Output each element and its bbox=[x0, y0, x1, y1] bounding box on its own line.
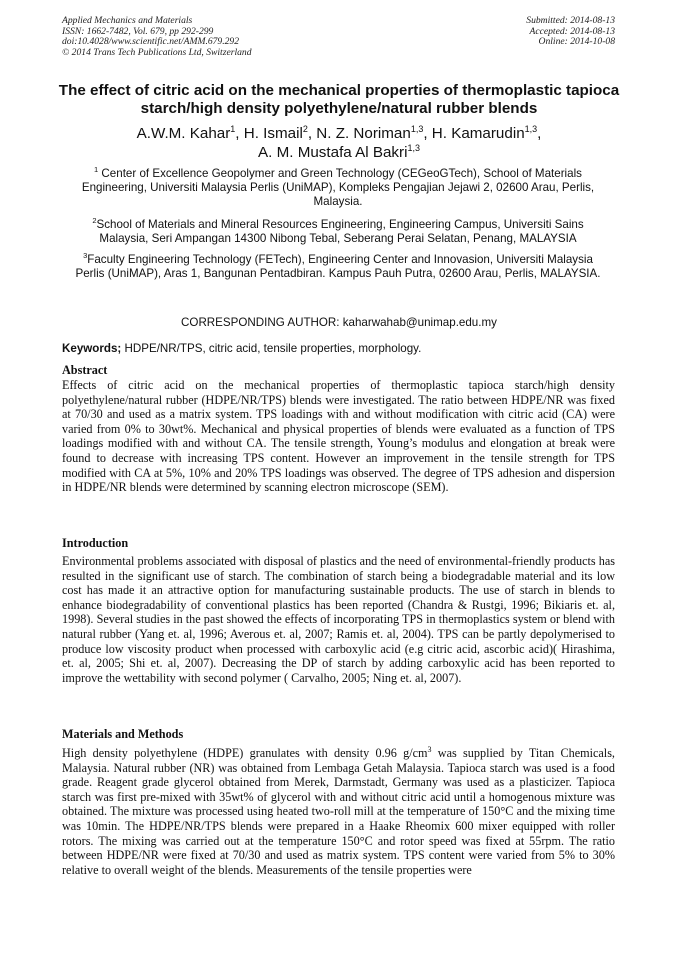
introduction-text: Environmental problems associated with disposal of plastics and the need of environmental-friendly products has resulted in the significant use of starch. The combination of starch being a biodegradable material and its low cost has made it an attractive option for manufacturing sustainable products. The use of starch in blends to enhance biodegradability of conventional plastics has been reported (Chandra & Rustgi, 1996; Bikiaris et. al, 1998). Several studies in the past showed the effects of incorporating TPS in thermoplastics system or blend with natural rubber (Yang et. al, 1996; Averous et. al, 2007; Ramis et. al, 2004). TPS can be partly depolymerised to produce low viscosity product when processed with carboxylic acid (e.g citric acid, ascorbic acid)( Hirashima, et. al, 2005; Shi et. al, 2007). Decreasing the DP of starch by adding carboxylic acid has been reported to improve the wettability with second polymer ( Carvalho, 2005; Ning et. al, 2007). bbox=[62, 554, 615, 685]
abstract-heading: Abstract bbox=[62, 363, 108, 377]
author-name: A.W.M. Kahar bbox=[136, 125, 231, 142]
copyright-line: © 2014 Trans Tech Publications Ltd, Switzerland bbox=[62, 46, 252, 58]
author-affiliation-mark: 1 bbox=[230, 123, 236, 134]
doi-line: doi:10.4028/www.scientific.net/AMM.679.292 bbox=[62, 36, 240, 48]
abstract-text: Effects of citric acid on the mechanical properties of thermoplastic tapioca starch/high density polyethylene/natural rubber (HDPE/NR/TPS) blends were investigated. The ratio between HDPE/NR was fixed at 70/30 and used as a matrix system. TPS loadings with and without modification with citric acid (CA) were varied from 0% to 30wt%. Mechanical and physical properties of blends were evaluated as a function of TPS loadings modified with and without CA. The tensile strength, Young’s modulus and elongation at break were found to decrease with increasing TPS content. However an improvement in the tensile strength for TPS modified with CA at 5%, 10% and 20% TPS loadings was observed. The degree of TPS adhesion and dispersion in HDPE/NR blends were determined by scanning electron microscope (SEM). bbox=[62, 378, 615, 495]
submitted-date: Submitted: 2014-08-13 bbox=[526, 15, 615, 26]
author-affiliation-mark: 1,3 bbox=[410, 123, 424, 134]
submission-dates bbox=[526, 16, 615, 48]
corresponding-author: CORRESPONDING AUTHOR: kaharwahab@unimap.edu.my bbox=[181, 316, 497, 329]
author-affiliation-mark: 1,3 bbox=[524, 123, 538, 134]
author-name: A. M. Mustafa Al Bakri bbox=[258, 144, 408, 161]
author-name: N. Z. Noriman bbox=[316, 125, 411, 142]
keywords bbox=[62, 342, 421, 356]
introduction-heading: Introduction bbox=[62, 536, 129, 550]
author-affiliation-mark: 2 bbox=[302, 123, 308, 134]
affiliation-3: $^3$Faculty Engineering Technology (FETech), Engineering Center and Innovasion, Universiti Malaysia Perlis (UniMAP), Aras 1, Bangunan Pentadbiran. Kampus Pauh Putra, 02600 Arau, Perlis, MALAYSIA. bbox=[75, 251, 601, 281]
author-affiliation-mark: 1,3 bbox=[407, 142, 420, 153]
online-date: Online: 2014-10-08 bbox=[538, 36, 615, 48]
methods-heading: Materials and Methods bbox=[62, 727, 184, 741]
paper-title: The effect of citric acid on the mechanical properties of thermoplastic tapioca starch/high density polyethylene/natural rubber blends bbox=[58, 82, 620, 117]
accepted-date: Accepted: 2014-08-13 bbox=[529, 25, 615, 37]
affiliation-2: $^2$School of Materials and Mineral Resources Engineering, Engineering Campus, Universiti Sains Malaysia, Seri Ampangan 14300 Nibong Tebal, Seberang Perai Selatan, Penang, MALAYSIA bbox=[92, 216, 584, 246]
keywords-label: Keywords; bbox=[62, 342, 122, 355]
author-name: H. Kamarudin bbox=[431, 125, 525, 142]
journal-name: Applied Mechanics and Materials bbox=[62, 15, 193, 26]
affiliation-1: $^1$ Center of Excellence Geopolymer and Green Technology (CEGeoGTech), School of Materials Engineering, Universiti Malaysia Perlis (UniMAP), Kompleks Pengajian Jejawi 2, 02600 Arau, Perlis, Malaysia. bbox=[81, 165, 595, 209]
keywords-text: HDPE/NR/TPS, citric acid, tensile properties, morphology. bbox=[121, 342, 422, 355]
author-name: H. Ismail bbox=[243, 125, 303, 142]
issn-line: ISSN: 1662-7482, Vol. 679, pp 292-299 bbox=[62, 25, 214, 37]
author-list: A.W.M. Kahar$^1$, H. Ismail$^2$, N. Z. Noriman$^{1,3}$, H. Kamarudin$^{1,3}$, A. M. Mustafa Al Bakri$^{1,3}$ bbox=[136, 123, 542, 161]
journal-info bbox=[62, 16, 252, 58]
methods-text: High density polyethylene (HDPE) granulates with density 0.96 $g/cm^3$ was supplied by Titan Chemicals, Malaysia. Natural rubber (NR) was obtained from Lembaga Getah Malaysia. Tapioca starch was used is a food grade. Reagent grade glycerol obtained from Merek, Darmstadt, Germany was used as a plasticizer. Tapioca starch was first pre-mixed with 35wt% of glycerol with and without citric acid until a homogenous mixture was obtained. The mixture was processed using heated two-roll mill at the temperature of 150°C and the mixing time was 10min. The HDPE/NR/TPS blends were prepared in a Haake Rheomix 600 mixer equipped with roller rotors. The mixing was carried out at the temperature 150°C and rotor speed was fixed at 55rpm. The ratio between HDPE/NR were fixed at 70/30 and used as matrix system. TPS content were varied from 5% to 30% relative to overall weight of the blends. Measurements of the tensile properties were bbox=[62, 744, 615, 877]
